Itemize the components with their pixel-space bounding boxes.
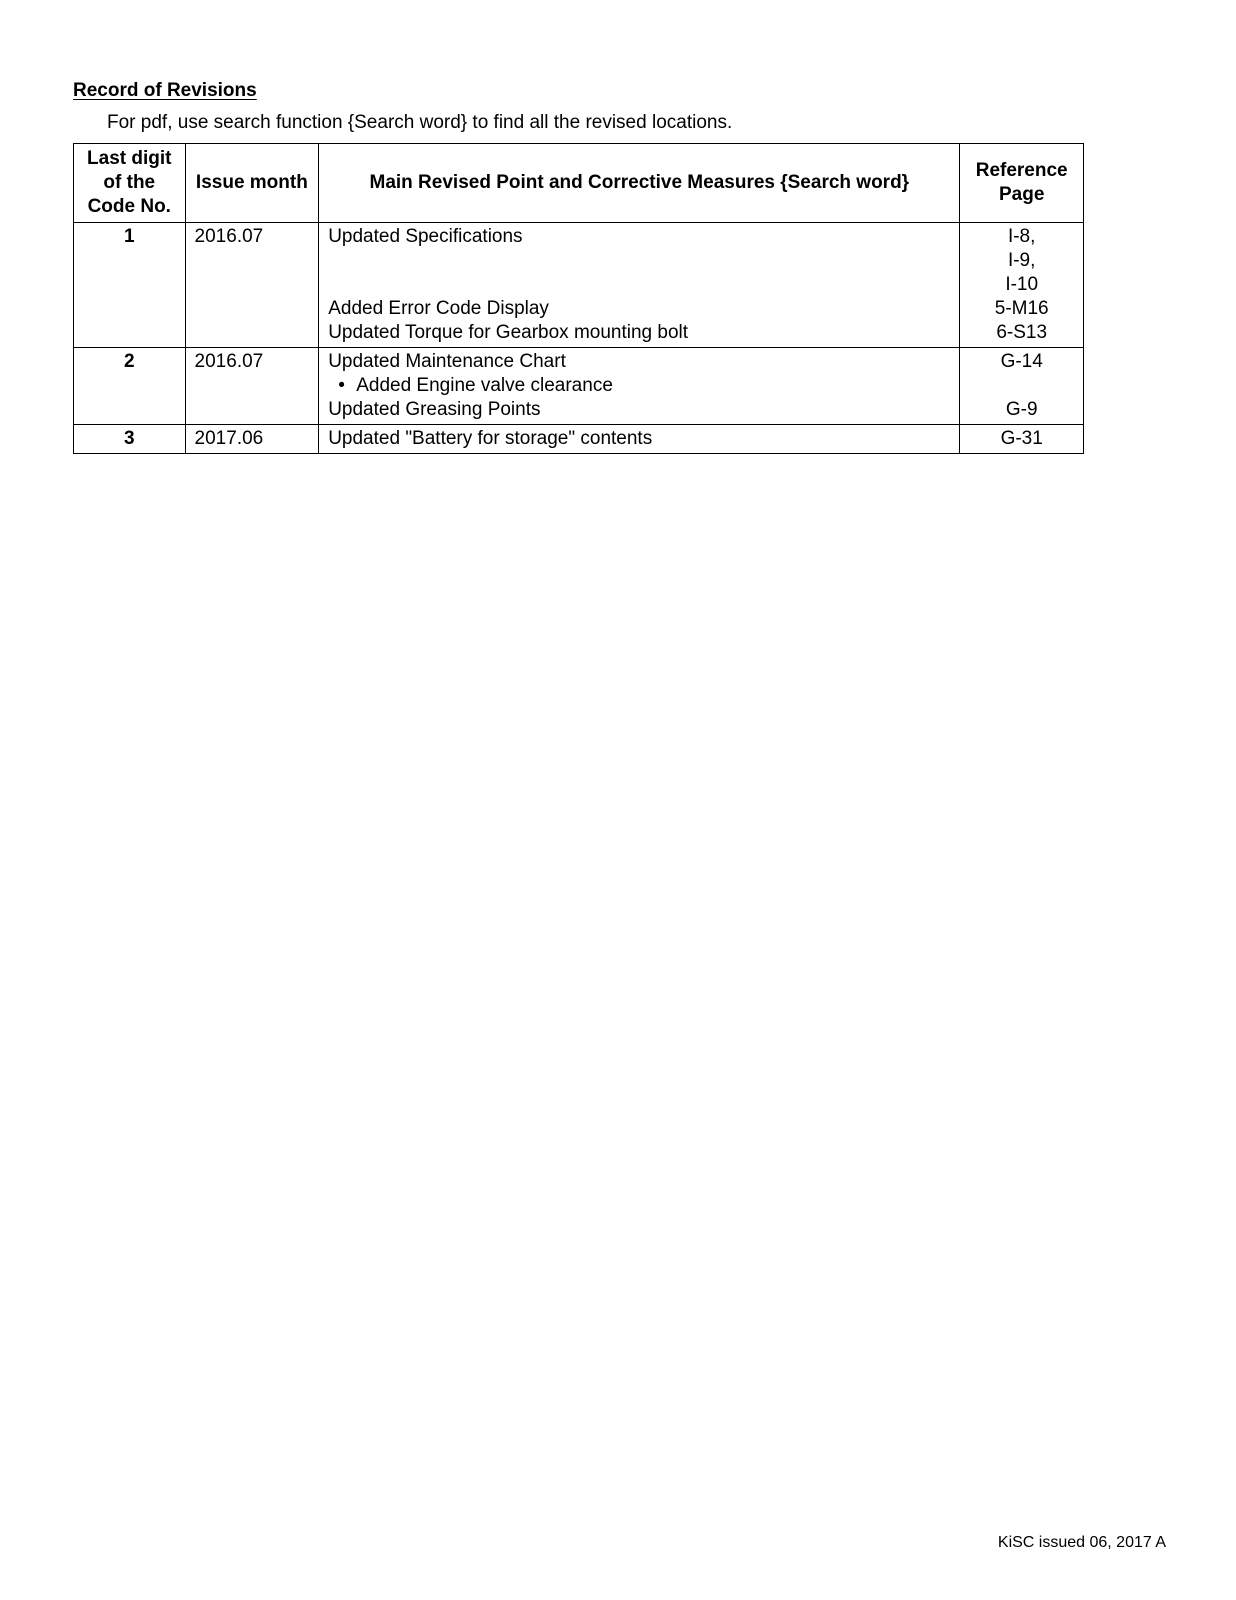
cell-ref [960, 348, 1084, 425]
revision-subpoint-text: Added Engine valve clearance [356, 375, 613, 396]
header-code: Last digit of the Code No. [74, 144, 186, 223]
reference-page [964, 374, 1079, 398]
reference-page: 5-M16 [994, 298, 1049, 319]
reference-page: 6-S13 [996, 322, 1048, 343]
cell-ref [960, 223, 1084, 348]
cell-ref [960, 425, 1084, 454]
revisions-table [73, 143, 1084, 454]
revision-point: Updated Greasing Points [328, 399, 541, 420]
header-ref: Reference Page [960, 144, 1084, 223]
revision-point: Updated Specifications [328, 226, 523, 247]
cell-main [319, 223, 960, 348]
header-month: Issue month [185, 144, 319, 223]
intro-text: For pdf, use search function {Search word} to find all the revised locations. [107, 112, 733, 133]
table-header-row [74, 144, 1084, 223]
revision-point [328, 273, 950, 297]
reference-page: G-9 [1005, 399, 1038, 420]
header-main: Main Revised Point and Corrective Measures {Search word} [319, 144, 960, 223]
revision-point: Updated "Battery for storage" contents [328, 428, 653, 449]
reference-page: G-14 [1000, 351, 1043, 372]
table-row [74, 348, 1084, 425]
revision-subpoint [328, 374, 950, 398]
page-title: Record of Revisions [73, 80, 257, 101]
cell-month: 2016.07 [185, 223, 319, 348]
cell-month: 2017.06 [185, 425, 319, 454]
cell-code: 2 [74, 348, 186, 425]
cell-code: 1 [74, 223, 186, 348]
cell-main [319, 425, 960, 454]
revision-point: Updated Maintenance Chart [328, 351, 566, 372]
table-row [74, 223, 1084, 348]
footer-issue-note: KiSC issued 06, 2017 A [997, 1534, 1166, 1551]
table-row [74, 425, 1084, 454]
cell-code: 3 [74, 425, 186, 454]
reference-page: I-8, [1007, 226, 1036, 247]
revision-point: Added Error Code Display [328, 298, 549, 319]
revision-point: Updated Torque for Gearbox mounting bolt [328, 322, 689, 343]
revision-point [328, 249, 950, 273]
reference-page: I-10 [1005, 274, 1039, 295]
reference-page: G-31 [1000, 428, 1043, 449]
cell-main [319, 348, 960, 425]
cell-month: 2016.07 [185, 348, 319, 425]
bullet-icon: • [338, 375, 345, 396]
reference-page: I-9, [1007, 250, 1036, 271]
